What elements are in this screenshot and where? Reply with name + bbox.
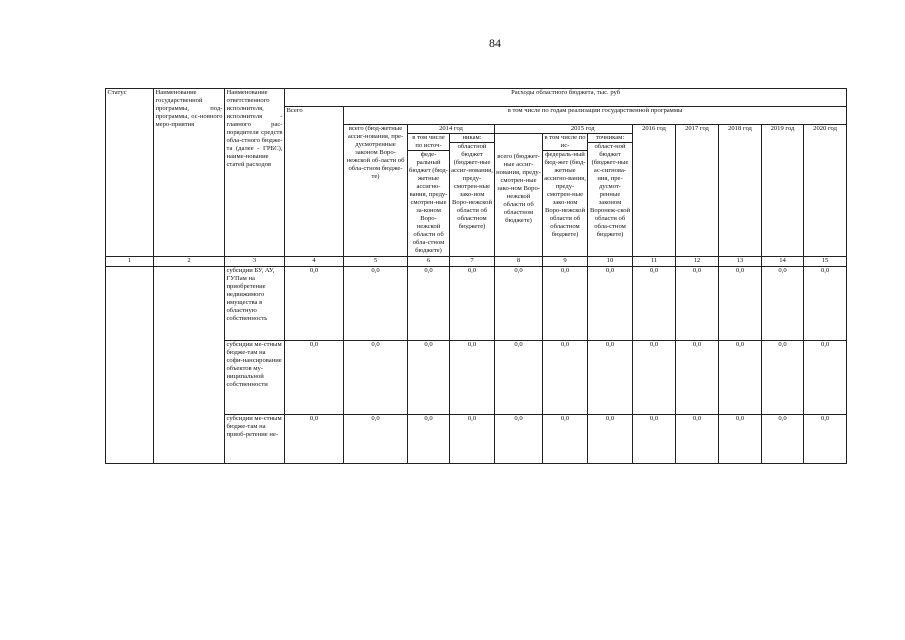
column-number: 14 bbox=[762, 256, 804, 266]
header-year-2020: 2020 год bbox=[804, 125, 847, 257]
column-number: 10 bbox=[588, 256, 633, 266]
header-by-sources-2015-right: точникам: bbox=[588, 134, 632, 143]
value-cell: 0,0 bbox=[285, 266, 344, 340]
column-number: 11 bbox=[633, 256, 676, 266]
value-cell: 0,0 bbox=[633, 340, 676, 414]
budget-expenses-table bbox=[105, 88, 847, 464]
value-cell: 0,0 bbox=[344, 414, 408, 463]
table-row bbox=[106, 266, 847, 340]
value-cell: 0,0 bbox=[719, 266, 762, 340]
value-cell: 0,0 bbox=[450, 340, 495, 414]
header-regional-2015: област-ной бюджет (бюджет-ные ас-сигнова-ния, пре-дусмот-ренные законом Воронеж-ской области об обла-стном бюджете) bbox=[589, 143, 631, 239]
value-cell: 0,0 bbox=[408, 266, 450, 340]
header-federal-2014: феде-ральный бюджет (бюд-жетные ассигно-вания, преду-смотрен-ные за-коном Воро-нежской области об обла-стном бюджете) bbox=[409, 151, 448, 255]
header-total: Всего bbox=[285, 107, 344, 257]
column-number: 8 bbox=[495, 256, 543, 266]
value-cell: 0,0 bbox=[588, 414, 633, 463]
value-cell: 0,0 bbox=[344, 340, 408, 414]
value-cell: 0,0 bbox=[450, 414, 495, 463]
header-year-2016: 2016 год bbox=[633, 125, 676, 257]
value-cell: 0,0 bbox=[588, 340, 633, 414]
value-cell: 0,0 bbox=[676, 266, 719, 340]
value-cell: 0,0 bbox=[408, 414, 450, 463]
value-cell: 0,0 bbox=[633, 266, 676, 340]
column-number: 2 bbox=[154, 256, 225, 266]
value-cell: 0,0 bbox=[762, 340, 804, 414]
value-cell: 0,0 bbox=[633, 414, 676, 463]
column-number: 5 bbox=[344, 256, 408, 266]
header-status: Статус bbox=[106, 89, 154, 257]
value-cell: 0,0 bbox=[495, 266, 543, 340]
value-cell: 0,0 bbox=[543, 266, 588, 340]
expense-item-label: субсидии ме-стным бюдже-там на софи-нансирование объектов му-ниципальной собственности bbox=[225, 340, 285, 414]
value-cell: 0,0 bbox=[450, 266, 495, 340]
column-number: 9 bbox=[543, 256, 588, 266]
value-cell: 0,0 bbox=[495, 414, 543, 463]
value-cell: 0,0 bbox=[762, 414, 804, 463]
column-number: 3 bbox=[225, 256, 285, 266]
header-federal-2015: федераль-ный бюд-жет (бюд-жетные ассигно-вания, преду-смотрен-ные зако-ном Воро-нежской области об областном бюджете) bbox=[544, 151, 586, 239]
header-total-2014: всего (бюд-жетные ассиг-нования, пре-дусмотренные законом Воро-нежской об-ласти об обла-стном бюдже-те) bbox=[344, 125, 408, 257]
header-year-2014: 2014 год bbox=[408, 125, 495, 134]
header-executor-name: Наименование ответственного исполнителя, исполнителя - главного рас-порядителя средств обла-стного бюдже-та (далее - ГРБС), наиме-нование статей расходов bbox=[225, 89, 285, 257]
value-cell: 0,0 bbox=[588, 266, 633, 340]
expense-item-label: субсидии ме-стным бюдже-там на приоб-ретение не- bbox=[225, 414, 285, 463]
header-total-2015: всего (бюджет-ные ассиг-нования, преду-смотрен-ные зако-ном Воро-нежской области об областном бюджете) bbox=[496, 153, 541, 225]
column-numbers-row bbox=[106, 256, 847, 266]
value-cell: 0,0 bbox=[719, 340, 762, 414]
header-regional-2014: областной бюджет (бюджет-ные ассиг-нования, преду-смотрен-ные зако-ном Воро-нежской области об областном бюджете) bbox=[451, 143, 493, 231]
column-number: 6 bbox=[408, 256, 450, 266]
value-cell: 0,0 bbox=[719, 414, 762, 463]
header-by-sources-2015-left: в том числе по ис- bbox=[543, 134, 587, 151]
value-cell: 0,0 bbox=[676, 340, 719, 414]
value-cell: 0,0 bbox=[495, 340, 543, 414]
header-year-2018: 2018 год bbox=[719, 125, 762, 257]
value-cell: 0,0 bbox=[408, 340, 450, 414]
header-by-sources-2014-right: никам: bbox=[450, 134, 494, 143]
value-cell: 0,0 bbox=[543, 340, 588, 414]
header-expenses-title: Расходы областного бюджета, тыс. руб bbox=[285, 89, 847, 107]
value-cell: 0,0 bbox=[804, 266, 847, 340]
value-cell: 0,0 bbox=[344, 266, 408, 340]
column-number: 1 bbox=[106, 256, 154, 266]
value-cell: 0,0 bbox=[762, 266, 804, 340]
value-cell: 0,0 bbox=[804, 340, 847, 414]
value-cell: 0,0 bbox=[285, 340, 344, 414]
header-by-years: в том числе по годам реализации государственной программы bbox=[344, 107, 847, 125]
value-cell: 0,0 bbox=[543, 414, 588, 463]
header-by-sources-2014-left: в том числе по источ- bbox=[408, 134, 449, 151]
header-year-2015: 2015 год bbox=[495, 125, 633, 134]
column-number: 7 bbox=[450, 256, 495, 266]
column-number: 13 bbox=[719, 256, 762, 266]
header-program-name: Наименование государственной программы, под-программы, ос-новного меро-приятия bbox=[154, 89, 225, 257]
header-year-2017: 2017 год bbox=[676, 125, 719, 257]
value-cell: 0,0 bbox=[804, 414, 847, 463]
value-cell: 0,0 bbox=[285, 414, 344, 463]
expense-item-label: субсидии БУ, АУ, ГУПам на приобретение недвижимого имущества в областную собственность bbox=[225, 266, 285, 340]
column-number: 4 bbox=[285, 256, 344, 266]
column-number: 15 bbox=[804, 256, 847, 266]
column-number: 12 bbox=[676, 256, 719, 266]
header-year-2019: 2019 год bbox=[762, 125, 804, 257]
value-cell: 0,0 bbox=[676, 414, 719, 463]
page-number: 84 bbox=[489, 36, 501, 50]
program-name-cell bbox=[154, 266, 225, 463]
status-cell bbox=[106, 266, 154, 463]
